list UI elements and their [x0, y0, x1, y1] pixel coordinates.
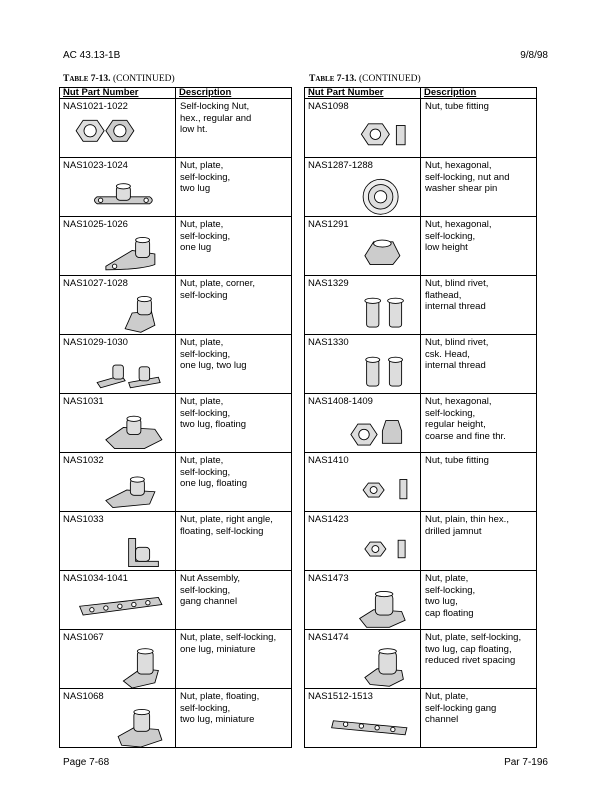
right-angle-plate-nut-icon [66, 528, 172, 570]
part-number-cell [305, 335, 421, 394]
part-number-cell [60, 99, 176, 158]
table-row [60, 512, 292, 571]
part-number: NAS1027-1028 [63, 278, 128, 289]
description-cell [176, 276, 292, 335]
description-cell [176, 689, 292, 748]
one-and-two-lug-nut-icon [66, 351, 172, 393]
part-number-cell [60, 571, 176, 630]
small-tube-fitting-nut-icon [311, 469, 417, 511]
description-cell [176, 158, 292, 217]
table-row [60, 453, 292, 512]
part-number-cell [305, 689, 421, 748]
description: Nut, hexagonal, self-locking, nut and washer shear pin [425, 160, 510, 194]
description-cell [421, 276, 537, 335]
right-table-caption: Table 7-13. (CONTINUED) [309, 74, 421, 84]
right-parts-table [304, 87, 537, 748]
description-cell [421, 394, 537, 453]
part-number: NAS1474 [308, 632, 349, 643]
description: Nut, tube fitting [425, 455, 489, 466]
part-number: NAS1330 [308, 337, 349, 348]
corner-plate-nut-icon [66, 292, 172, 334]
column-header-part-number: Nut Part Number [305, 88, 421, 99]
description-cell [176, 630, 292, 689]
part-number: NAS1410 [308, 455, 349, 466]
table-row [60, 630, 292, 689]
description: Nut, tube fitting [425, 101, 489, 112]
part-number: NAS1034-1041 [63, 573, 128, 584]
description-cell [176, 394, 292, 453]
description: Nut, plate, self-locking gang channel [425, 691, 497, 725]
table-row [305, 158, 537, 217]
table-row [305, 276, 537, 335]
table-row [305, 453, 537, 512]
washer-nut-icon [311, 174, 417, 216]
part-number: NAS1021-1022 [63, 101, 128, 112]
document-id: AC 43.13-1B [63, 50, 121, 61]
column-header-part-number: Nut Part Number [60, 88, 176, 99]
description: Nut, plate, right angle, floating, self-locking [180, 514, 273, 537]
part-number-cell [305, 394, 421, 453]
part-number: NAS1291 [308, 219, 349, 230]
description-cell [421, 512, 537, 571]
tube-fitting-nut-icon [311, 115, 417, 157]
description: Nut, plate, self-locking, two lug, floating [180, 396, 247, 430]
floating-two-lug-nut-icon [66, 410, 172, 452]
table-row [305, 512, 537, 571]
part-number-cell [60, 689, 176, 748]
column-header-description: Description [421, 88, 537, 99]
part-number-cell [305, 453, 421, 512]
table-row [305, 630, 537, 689]
table-row [60, 217, 292, 276]
description-cell [176, 217, 292, 276]
two-lug-plate-nut-icon [66, 174, 172, 216]
part-number-cell [305, 630, 421, 689]
part-number-cell [60, 394, 176, 453]
reduced-spacing-cap-nut-icon [311, 646, 417, 688]
description: Nut, hexagonal, self-locking, low height [425, 219, 492, 253]
gang-channel-icon [66, 587, 172, 629]
one-lug-plate-nut-icon [66, 233, 172, 275]
part-number: NAS1033 [63, 514, 104, 525]
table-row [305, 217, 537, 276]
part-number-cell [60, 217, 176, 276]
table-row [60, 158, 292, 217]
part-number-cell [305, 512, 421, 571]
part-number-cell [305, 158, 421, 217]
part-number-cell [305, 276, 421, 335]
description: Nut, plain, thin hex., drilled jamnut [425, 514, 509, 537]
description-cell [421, 689, 537, 748]
part-number-cell [60, 453, 176, 512]
miniature-two-lug-nut-icon [66, 705, 172, 747]
part-number-cell [60, 512, 176, 571]
part-number: NAS1473 [308, 573, 349, 584]
part-number: NAS1423 [308, 514, 349, 525]
table-row [305, 394, 537, 453]
part-number: NAS1032 [63, 455, 104, 466]
description: Nut, plate, corner, self-locking [180, 278, 255, 301]
description-cell [176, 335, 292, 394]
description: Nut, plate, self-locking, two lug, cap floating [425, 573, 476, 619]
part-number-cell [60, 276, 176, 335]
table-row [60, 276, 292, 335]
table-row [60, 99, 292, 158]
table-row [305, 689, 537, 748]
part-number: NAS1408-1409 [308, 396, 373, 407]
description: Nut, plate, self-locking, two lug [180, 160, 231, 194]
description: Nut, plate, self-locking, one lug [180, 219, 231, 253]
description: Nut, plate, self-locking, one lug, floating [180, 455, 248, 489]
description: Nut, plate, floating, self-locking, two lug, miniature [180, 691, 260, 725]
page-number: Page 7-68 [63, 757, 110, 768]
left-parts-table [59, 87, 292, 748]
description: Nut, plate, self-locking, one lug, two lug [180, 337, 247, 371]
description-cell [421, 453, 537, 512]
description-cell [176, 99, 292, 158]
table-row [305, 335, 537, 394]
paragraph-reference: Par 7-196 [504, 757, 548, 768]
part-number-cell [60, 630, 176, 689]
left-table-caption: Table 7-13. (CONTINUED) [63, 74, 175, 84]
description-cell [421, 158, 537, 217]
column-header-description: Description [176, 88, 292, 99]
double-hex-nut-icon [66, 115, 172, 157]
part-number: NAS1329 [308, 278, 349, 289]
description: Nut, hexagonal, self-locking, regular height, coarse and fine thr. [425, 396, 506, 442]
description-cell [421, 99, 537, 158]
low-height-hex-nut-icon [311, 233, 417, 275]
part-number: NAS1031 [63, 396, 104, 407]
part-number: NAS1023-1024 [63, 160, 128, 171]
description: Nut, blind rivet, flathead, internal thread [425, 278, 489, 312]
part-number: NAS1287-1288 [308, 160, 373, 171]
part-number: NAS1025-1026 [63, 219, 128, 230]
table-row [60, 689, 292, 748]
description: Self-locking Nut, hex., regular and low ht. [180, 101, 252, 135]
description: Nut, plate, self-locking, two lug, cap floating, reduced rivet spacing [425, 632, 522, 666]
table-row [305, 571, 537, 630]
part-number-cell [305, 571, 421, 630]
description: Nut, blind rivet, csk. Head, internal thread [425, 337, 489, 371]
part-number: NAS1512-1513 [308, 691, 373, 702]
table-row [60, 335, 292, 394]
gang-channel-plate-icon [311, 705, 417, 747]
table-row [305, 99, 537, 158]
description-cell [176, 453, 292, 512]
cap-floating-nut-icon [311, 587, 417, 629]
part-number-cell [305, 99, 421, 158]
blind-rivet-flathead-icon [311, 292, 417, 334]
blind-rivet-csk-icon [311, 351, 417, 393]
part-number: NAS1067 [63, 632, 104, 643]
description-cell [421, 630, 537, 689]
description: Nut Assembly, self-locking, gang channel [180, 573, 241, 607]
part-number: NAS1068 [63, 691, 104, 702]
part-number: NAS1029-1030 [63, 337, 128, 348]
part-number-cell [305, 217, 421, 276]
thin-hex-jamnut-icon [311, 528, 417, 570]
description: Nut, plate, self-locking, one lug, miniature [180, 632, 277, 655]
part-number-cell [60, 158, 176, 217]
floating-one-lug-nut-icon [66, 469, 172, 511]
miniature-one-lug-nut-icon [66, 646, 172, 688]
description-cell [421, 217, 537, 276]
description-cell [421, 335, 537, 394]
document-date: 9/8/98 [520, 50, 548, 61]
part-number: NAS1098 [308, 101, 349, 112]
description-cell [176, 571, 292, 630]
regular-height-hex-nut-icon [311, 410, 417, 452]
table-row [60, 394, 292, 453]
table-row [60, 571, 292, 630]
description-cell [176, 512, 292, 571]
description-cell [421, 571, 537, 630]
part-number-cell [60, 335, 176, 394]
